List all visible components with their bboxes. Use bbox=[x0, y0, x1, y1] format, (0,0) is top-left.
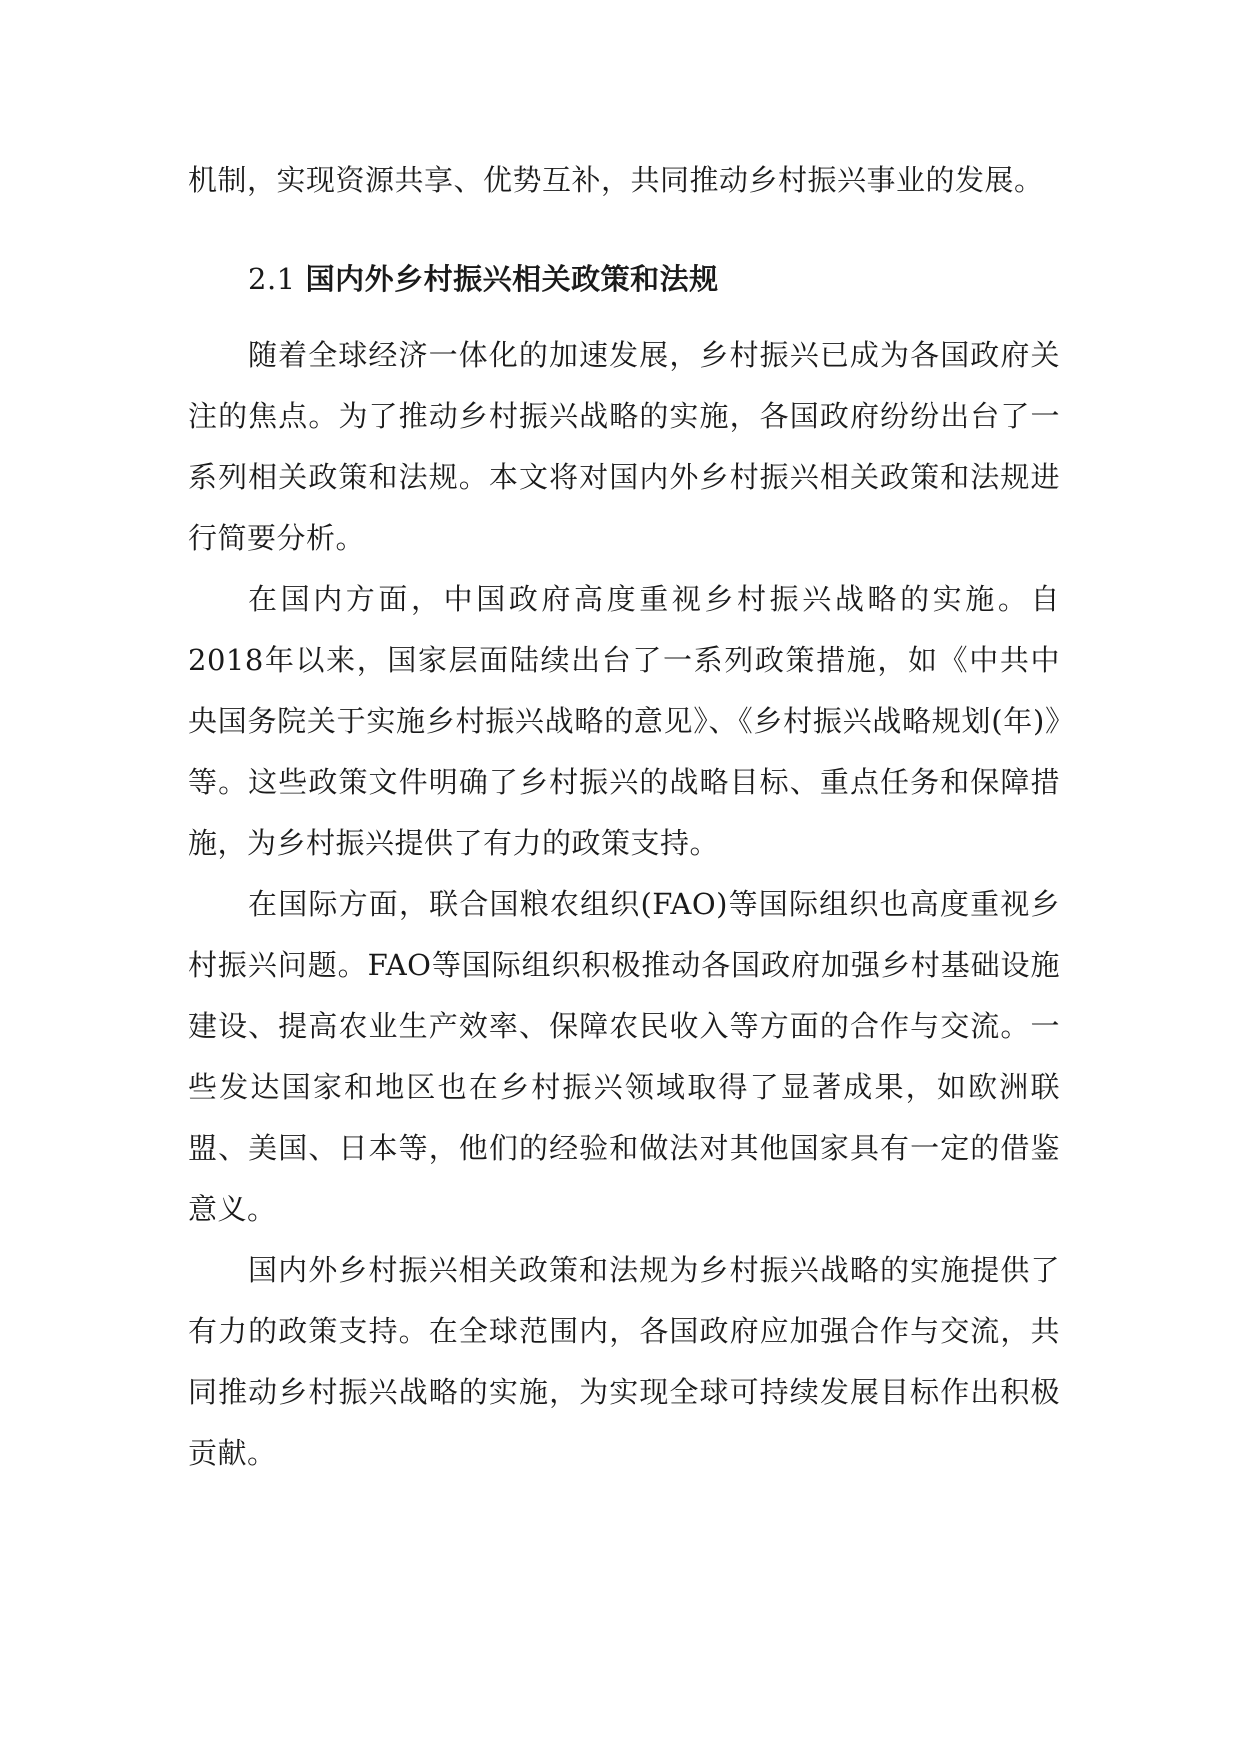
section-number: 2.1 bbox=[248, 262, 296, 296]
body-paragraph: 随着全球经济一体化的加速发展，乡村振兴已成为各国政府关注的焦点。为了推动乡村振兴战略的实施，各国政府纷纷出台了一系列相关政策和法规。本文将对国内外乡村振兴相关政策和法规进行简要分析。 bbox=[188, 338, 1060, 555]
body-paragraph: 在国际方面，联合国粮农组织(FAO)等国际组织也高度重视乡村振兴问题。FAO等国际组织积极推动各国政府加强乡村基础设施建设、提高农业生产效率、保障农民收入等方面的合作与交流。一些发达国家和地区也在乡村振兴领域取得了显著成果，如欧洲联盟、美国、日本等，他们的经验和做法对其他国家具有一定的借鉴意义。 bbox=[188, 887, 1060, 1226]
document-page bbox=[188, 150, 1060, 1484]
body-paragraph: 国内外乡村振兴相关政策和法规为乡村振兴战略的实施提供了有力的政策支持。在全球范围内，各国政府应加强合作与交流，共同推动乡村振兴战略的实施，为实现全球可持续发展目标作出积极贡献。 bbox=[188, 1253, 1060, 1470]
opening-paragraph: 机制，实现资源共享、优势互补，共同推动乡村振兴事业的发展。 bbox=[188, 163, 1044, 197]
body-paragraph: 在国内方面，中国政府高度重视乡村振兴战略的实施。自2018年以来，国家层面陆续出台了一系列政策措施，如《中共中央国务院关于实施乡村振兴战略的意见》、《乡村振兴战略规划(年)》等。这些政策文件明确了乡村振兴的战略目标、重点任务和保障措施，为乡村振兴提供了有力的政策支持。 bbox=[188, 582, 1060, 860]
section-title: 国内外乡村振兴相关政策和法规 bbox=[305, 262, 719, 296]
section-heading bbox=[188, 259, 1060, 299]
